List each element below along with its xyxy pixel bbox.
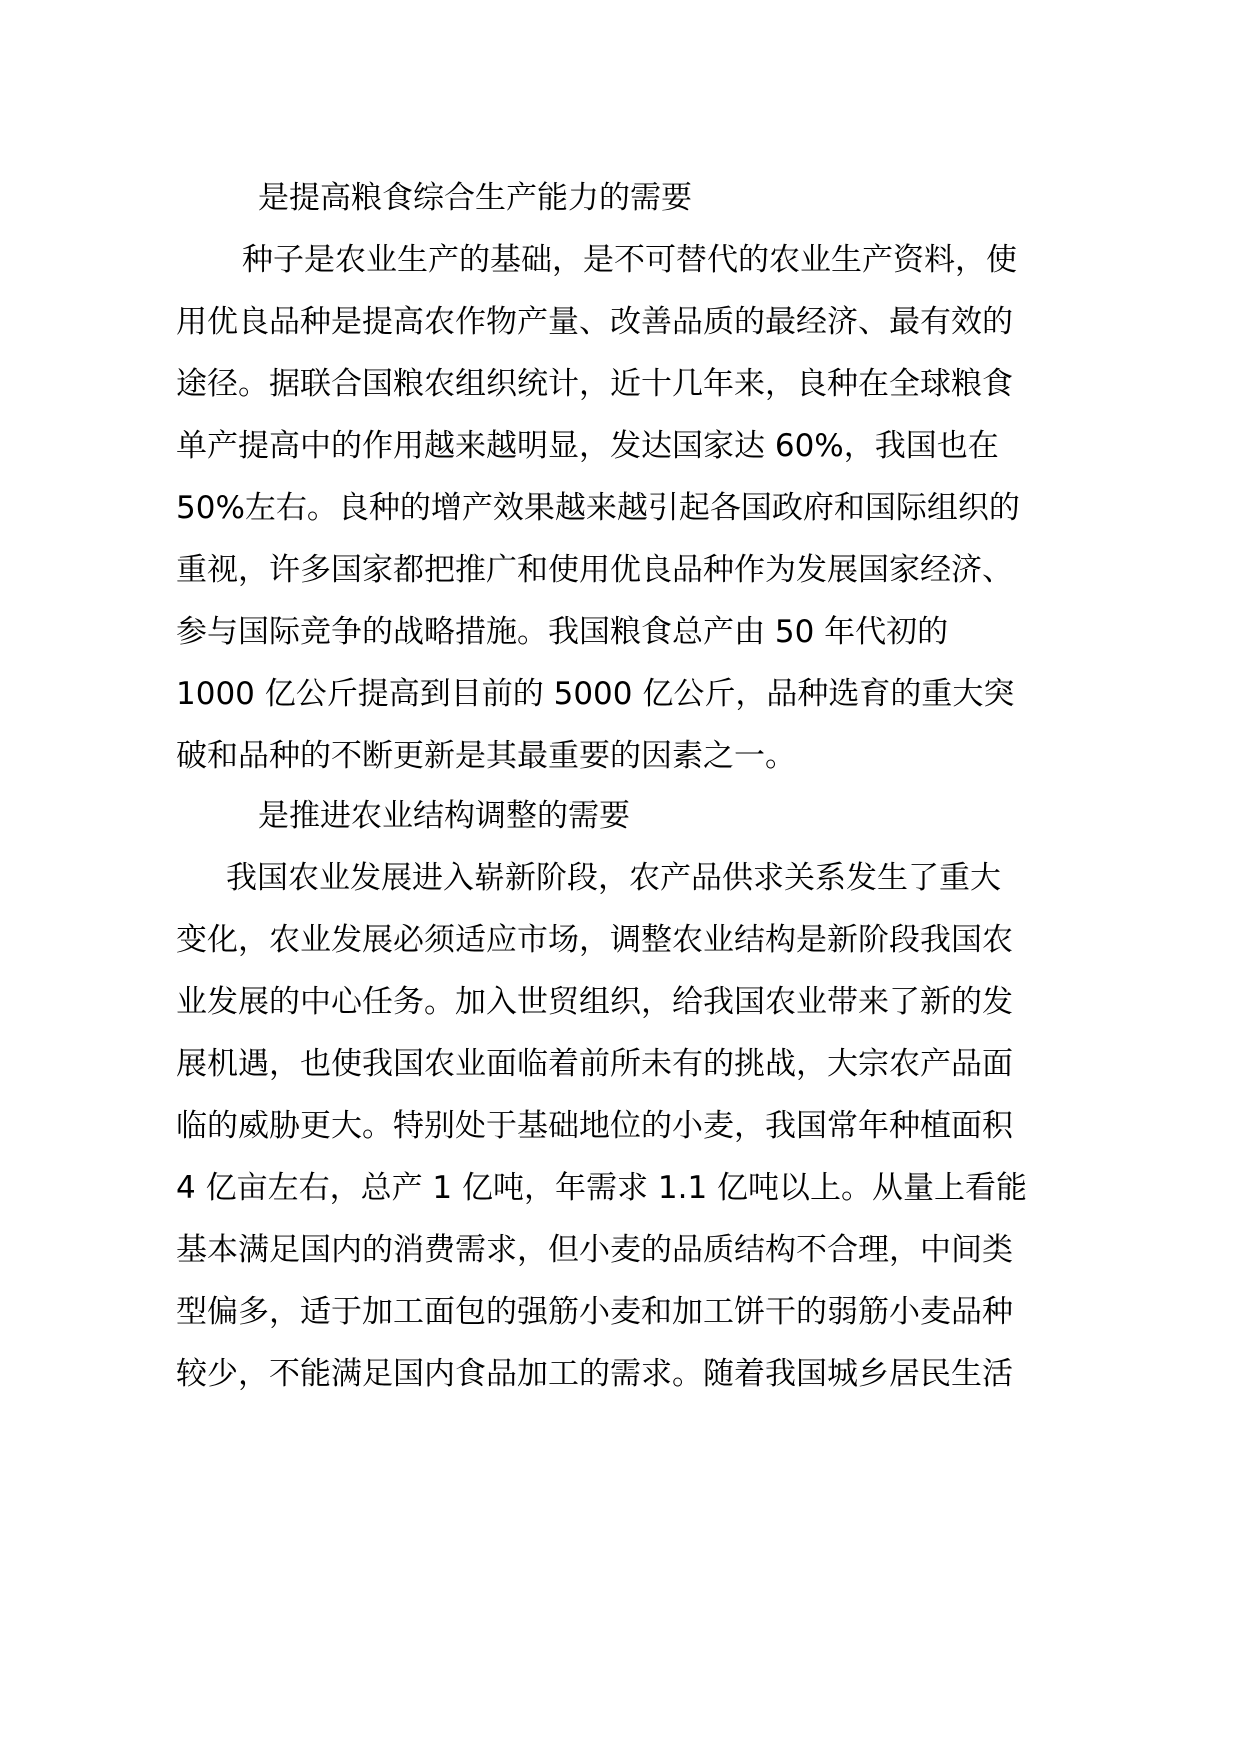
paragraph-line: 途径。据联合国粮农组织统计，近十几年来，良种在全球粮食 <box>176 366 1013 402</box>
paragraph-line: 重视，许多国家都把推广和使用优良品种作为发展国家经济、 <box>176 552 1013 588</box>
paragraph-line: 基本满足国内的消费需求，但小麦的品质结构不合理，中间类 <box>176 1232 1013 1268</box>
section-heading-2: 是推进农业结构调整的需要 <box>258 798 630 834</box>
section-heading-1: 是提高粮食综合生产能力的需要 <box>258 180 692 216</box>
paragraph-line: 展机遇，也使我国农业面临着前所未有的挑战，大宗农产品面 <box>176 1046 1013 1082</box>
paragraph-line: 变化，农业发展必须适应市场，调整农业结构是新阶段我国农 <box>176 922 1013 958</box>
paragraph-line: 4 亿亩左右，总产 1 亿吨，年需求 1.1 亿吨以上。从量上看能 <box>176 1170 1028 1206</box>
paragraph-line: 临的威胁更大。特别处于基础地位的小麦，我国常年种植面积 <box>176 1108 1013 1144</box>
paragraph-line: 种子是农业生产的基础，是不可替代的农业生产资料，使 <box>242 242 1017 278</box>
paragraph-line: 50%左右。良种的增产效果越来越引起各国政府和国际组织的 <box>176 490 1020 526</box>
paragraph-line: 业发展的中心任务。加入世贸组织，给我国农业带来了新的发 <box>176 984 1013 1020</box>
paragraph-line: 参与国际竞争的战略措施。我国粮食总产由 50 年代初的 <box>176 614 949 650</box>
paragraph-line: 型偏多，适于加工面包的强筋小麦和加工饼干的弱筋小麦品种 <box>176 1294 1013 1330</box>
paragraph-line: 较少，不能满足国内食品加工的需求。随着我国城乡居民生活 <box>176 1356 1013 1392</box>
paragraph-line: 用优良品种是提高农作物产量、改善品质的最经济、最有效的 <box>176 304 1013 340</box>
paragraph-line: 破和品种的不断更新是其最重要的因素之一。 <box>176 738 796 774</box>
paragraph-line: 1000 亿公斤提高到目前的 5000 亿公斤，品种选育的重大突 <box>176 676 1015 712</box>
paragraph-line: 我国农业发展进入崭新阶段，农产品供求关系发生了重大 <box>226 860 1001 896</box>
paragraph-line: 单产提高中的作用越来越明显，发达国家达 60%，我国也在 <box>176 428 999 464</box>
